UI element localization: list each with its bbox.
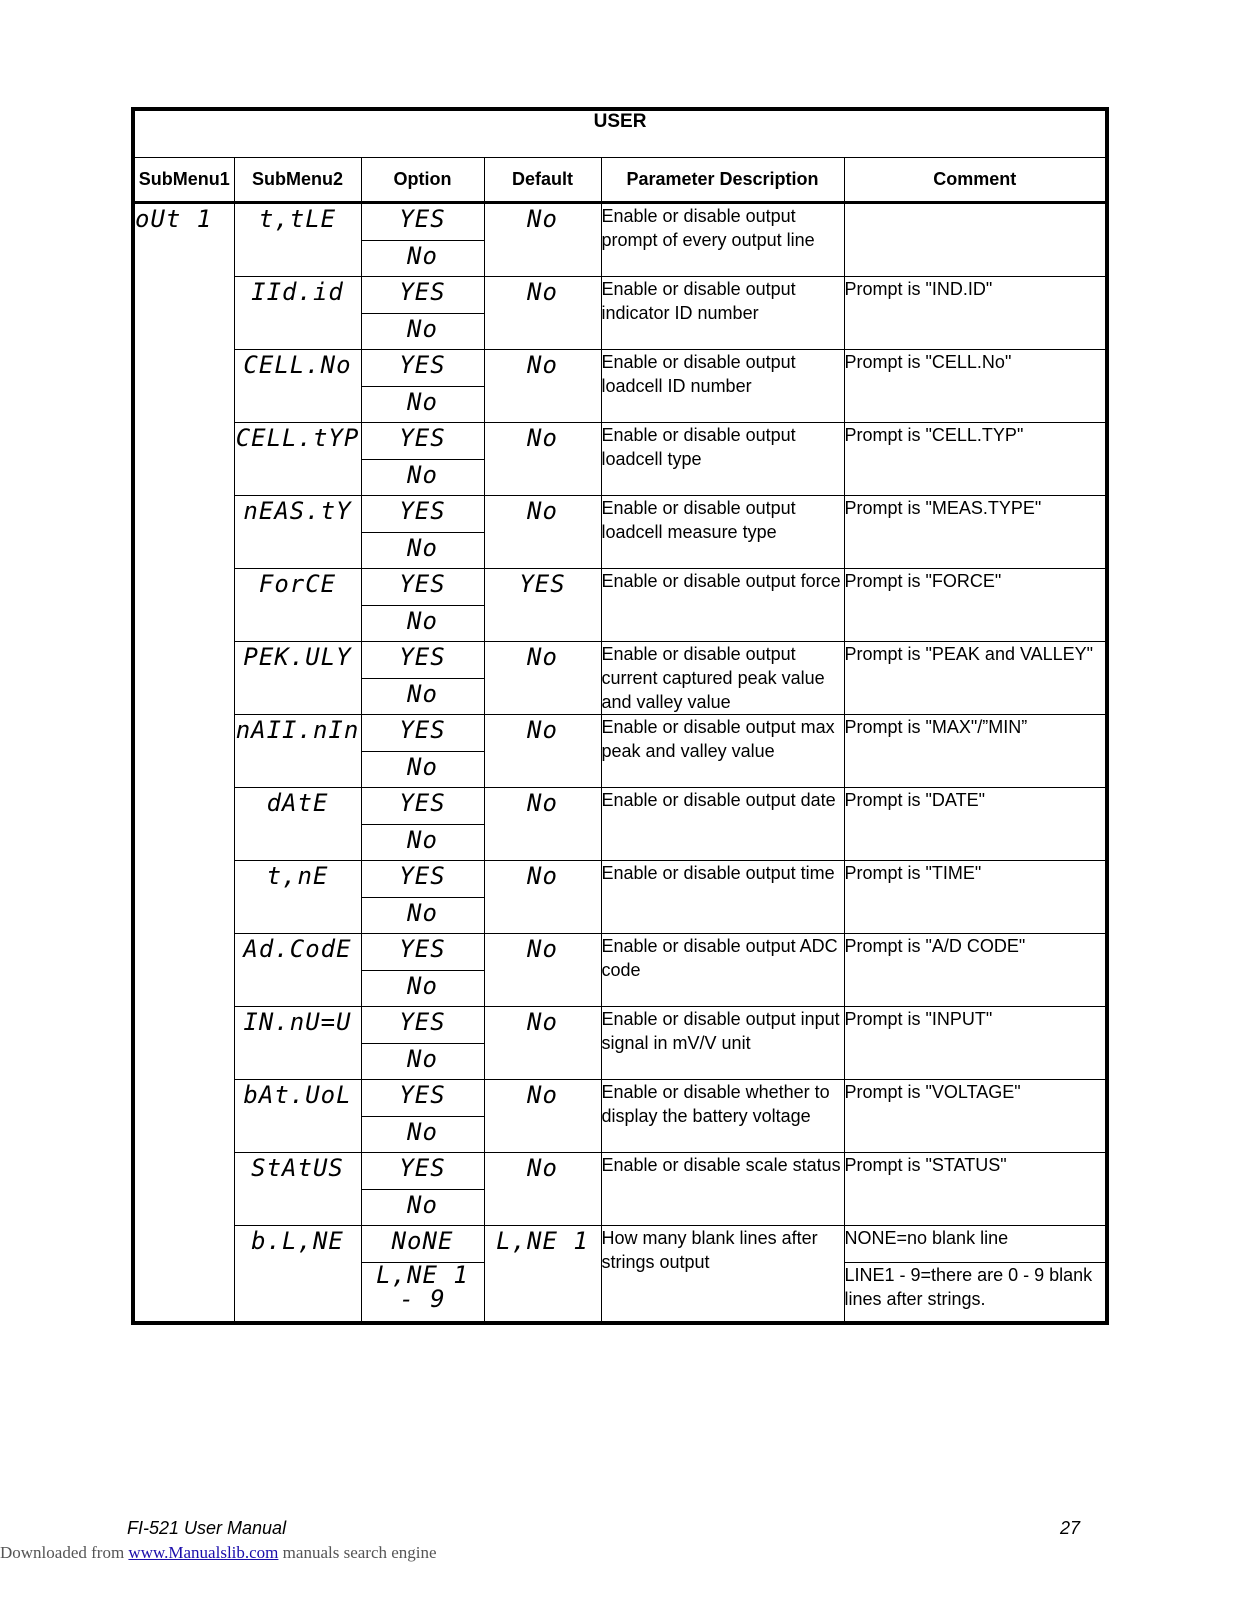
- submenu2-cell: PEK.ULY: [234, 642, 361, 715]
- option-cell: NoNE: [361, 1226, 484, 1263]
- default-cell: No: [484, 277, 601, 350]
- comment-cell: Prompt is "PEAK and VALLEY": [844, 642, 1107, 715]
- submenu2-cell: t,nE: [234, 861, 361, 934]
- table-row: [133, 569, 1107, 606]
- footer-manual-title: FI-521 User Manual: [127, 1518, 287, 1538]
- option-cell: No: [361, 1117, 484, 1153]
- download-prefix: Downloaded from: [0, 1543, 125, 1562]
- user-parameter-table: [131, 107, 1109, 1325]
- submenu2-cell: CELL.No: [234, 350, 361, 423]
- comment-cell: Prompt is "DATE": [844, 788, 1107, 861]
- table-title: USER: [133, 109, 1107, 158]
- header-submenu1: SubMenu1: [133, 158, 234, 203]
- option-cell: No: [361, 241, 484, 277]
- default-cell: No: [484, 861, 601, 934]
- description-cell: Enable or disable output prompt of every output line: [601, 203, 844, 277]
- submenu2-cell: bAt.UoL: [234, 1080, 361, 1153]
- description-cell: Enable or disable whether to display the battery voltage: [601, 1080, 844, 1153]
- option-cell: No: [361, 314, 484, 350]
- submenu2-cell: CELL.tYP: [234, 423, 361, 496]
- description-cell: Enable or disable output force: [601, 569, 844, 642]
- table-row: [133, 277, 1107, 314]
- table-row: [133, 1153, 1107, 1190]
- description-cell: Enable or disable output max peak and valley value: [601, 715, 844, 788]
- submenu2-cell: t,tLE: [234, 203, 361, 277]
- option-cell: No: [361, 460, 484, 496]
- default-cell: No: [484, 1080, 601, 1153]
- option-cell: YES: [361, 423, 484, 460]
- table-row: [133, 1226, 1107, 1263]
- comment-cell: Prompt is "CELL.No": [844, 350, 1107, 423]
- option-cell: YES: [361, 496, 484, 533]
- description-cell: Enable or disable output current captured peak value and valley value: [601, 642, 844, 715]
- submenu2-cell: b.L,NE: [234, 1226, 361, 1324]
- option-cell: No: [361, 679, 484, 715]
- header-parameter-description: Parameter Description: [601, 158, 844, 203]
- table-row: [133, 350, 1107, 387]
- submenu2-cell: ForCE: [234, 569, 361, 642]
- default-cell: No: [484, 1153, 601, 1226]
- option-cell: YES: [361, 934, 484, 971]
- default-cell: No: [484, 350, 601, 423]
- option-cell: No: [361, 1190, 484, 1226]
- option-cell: YES: [361, 350, 484, 387]
- option-cell: No: [361, 606, 484, 642]
- default-cell: No: [484, 642, 601, 715]
- comment-cell: NONE=no blank line: [844, 1226, 1107, 1263]
- default-cell: L,NE 1: [484, 1226, 601, 1324]
- submenu2-cell: StAtUS: [234, 1153, 361, 1226]
- option-cell: YES: [361, 861, 484, 898]
- comment-cell: Prompt is "VOLTAGE": [844, 1080, 1107, 1153]
- default-cell: No: [484, 788, 601, 861]
- comment-cell: Prompt is "IND.ID": [844, 277, 1107, 350]
- default-cell: No: [484, 934, 601, 1007]
- default-cell: YES: [484, 569, 601, 642]
- download-suffix: manuals search engine: [282, 1543, 437, 1562]
- table-row: [133, 788, 1107, 825]
- comment-cell: [844, 203, 1107, 277]
- option-cell: YES: [361, 715, 484, 752]
- table-row: [133, 496, 1107, 533]
- manualslib-link[interactable]: www.Manualslib.com: [128, 1543, 279, 1562]
- comment-cell: Prompt is "INPUT": [844, 1007, 1107, 1080]
- submenu2-cell: Ad.CodE: [234, 934, 361, 1007]
- table-row: [133, 203, 1107, 241]
- option-cell: No: [361, 752, 484, 788]
- table-row: [133, 715, 1107, 752]
- header-comment: Comment: [844, 158, 1107, 203]
- table-row: [133, 861, 1107, 898]
- header-submenu2: SubMenu2: [234, 158, 361, 203]
- option-cell: YES: [361, 788, 484, 825]
- description-cell: Enable or disable scale status: [601, 1153, 844, 1226]
- submenu2-cell: dAtE: [234, 788, 361, 861]
- comment-cell: Prompt is "MEAS.TYPE": [844, 496, 1107, 569]
- default-cell: No: [484, 203, 601, 277]
- comment-cell: Prompt is "TIME": [844, 861, 1107, 934]
- comment-cell: Prompt is "STATUS": [844, 1153, 1107, 1226]
- option-cell: No: [361, 533, 484, 569]
- option-cell: No: [361, 898, 484, 934]
- table-row: [133, 642, 1107, 679]
- table-row: [133, 1007, 1107, 1044]
- description-cell: Enable or disable output loadcell ID number: [601, 350, 844, 423]
- option-cell: YES: [361, 569, 484, 606]
- option-cell: No: [361, 1044, 484, 1080]
- description-cell: How many blank lines after strings output: [601, 1226, 844, 1324]
- download-notice: [0, 1543, 437, 1563]
- option-cell: YES: [361, 1080, 484, 1117]
- option-cell: No: [361, 387, 484, 423]
- description-cell: Enable or disable output time: [601, 861, 844, 934]
- option-cell: YES: [361, 1007, 484, 1044]
- description-cell: Enable or disable output ADC code: [601, 934, 844, 1007]
- header-option: Option: [361, 158, 484, 203]
- submenu2-cell: IId.id: [234, 277, 361, 350]
- option-cell: No: [361, 971, 484, 1007]
- table-row: [133, 1080, 1107, 1117]
- comment-cell: Prompt is "A/D CODE": [844, 934, 1107, 1007]
- option-cell: No: [361, 825, 484, 861]
- option-cell: YES: [361, 1153, 484, 1190]
- default-cell: No: [484, 423, 601, 496]
- option-cell: L,NE 1 - 9: [361, 1263, 484, 1324]
- option-cell: YES: [361, 642, 484, 679]
- description-cell: Enable or disable output loadcell measure type: [601, 496, 844, 569]
- footer-page-number: 27: [1060, 1518, 1081, 1538]
- description-cell: Enable or disable output loadcell type: [601, 423, 844, 496]
- default-cell: No: [484, 496, 601, 569]
- option-cell: YES: [361, 277, 484, 314]
- option-cell: YES: [361, 203, 484, 241]
- default-cell: No: [484, 715, 601, 788]
- default-cell: No: [484, 1007, 601, 1080]
- description-cell: Enable or disable output input signal in mV/V unit: [601, 1007, 844, 1080]
- submenu2-cell: nAII.nIn: [234, 715, 361, 788]
- submenu1-cell: oUt 1: [133, 203, 234, 1324]
- comment-cell: Prompt is "FORCE": [844, 569, 1107, 642]
- comment-cell: Prompt is "MAX"/”MIN”: [844, 715, 1107, 788]
- table-row: [133, 934, 1107, 971]
- submenu2-cell: IN.nU=U: [234, 1007, 361, 1080]
- comment-cell: Prompt is "CELL.TYP": [844, 423, 1107, 496]
- comment-cell: LINE1 - 9=there are 0 - 9 blank lines after strings.: [844, 1263, 1107, 1324]
- description-cell: Enable or disable output indicator ID number: [601, 277, 844, 350]
- header-default: Default: [484, 158, 601, 203]
- description-cell: Enable or disable output date: [601, 788, 844, 861]
- submenu2-cell: nEAS.tY: [234, 496, 361, 569]
- table-row: [133, 423, 1107, 460]
